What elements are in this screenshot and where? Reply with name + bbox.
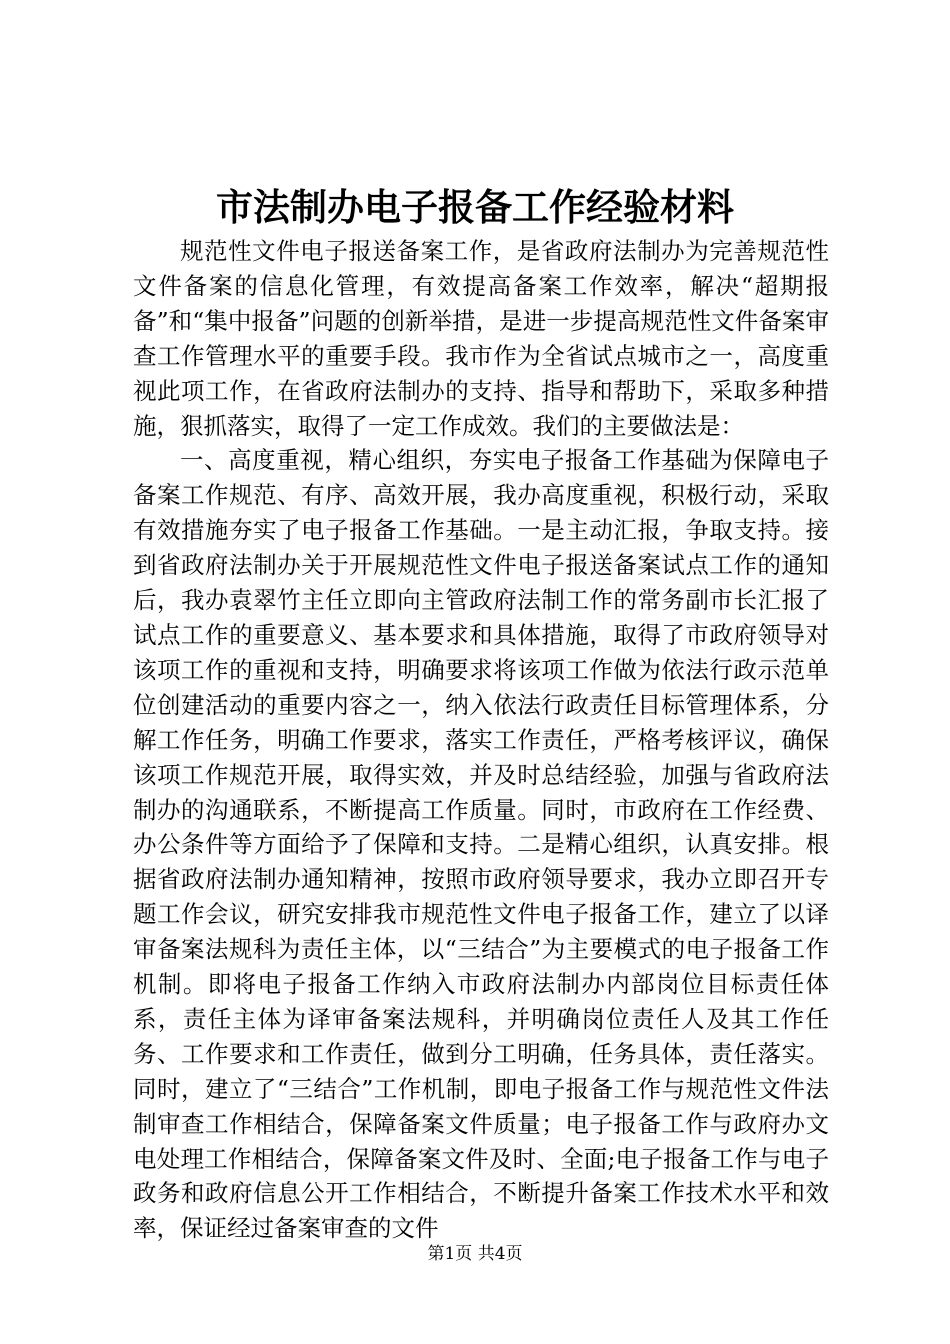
document-title: 市法制办电子报备工作经验材料	[216, 185, 734, 229]
document-body	[133, 234, 829, 1246]
paragraph-intro: 规范性文件电子报送备案工作，是省政府法制办为完善规范性文件备案的信息化管理，有效提高备案工作效率，解决“超期报备”和“集中报备”问题的创新举措，是进一步提高规范性文件备案审查工作管理水平的重要手段。我市作为全省试点城市之一，高度重视此项工作，在省政府法制办的支持、指导和帮助下，采取多种措施，狠抓落实，取得了一定工作成效。我们的主要做法是：	[133, 237, 829, 440]
page-footer: 第1页 共4页	[427, 1244, 523, 1264]
paragraph-section-one: 一、高度重视，精心组织，夯实电子报备工作基础为保障电子备案工作规范、有序、高效开展，我办高度重视，积极行动，采取有效措施夯实了电子报备工作基础。一是主动汇报，争取支持。接到省政府法制办关于开展规范性文件电子报送备案试点工作的通知后，我办袁翠竹主任立即向主管政府法制工作的常务副市长汇报了试点工作的重要意义、基本要求和具体措施，取得了市政府领导对该项工作的重视和支持，明确要求将该项工作做为依法行政示范单位创建活动的重要内容之一，纳入依法行政责任目标管理体系，分解工作任务，明确工作要求，落实工作责任，严格考核评议，确保该项工作规范开展，取得实效，并及时总结经验，加强与省政府法制办的沟通联系，不断提高工作质量。同时，市政府在工作经费、办公条件等方面给予了保障和支持。二是精心组织，认真安排。根据省政府法制办通知精神，按照市政府领导要求，我办立即召开专题工作会议，研究安排我市规范性文件电子报备工作，建立了以译审备案法规科为责任主体，以“三结合”为主要模式的电子报备工作机制。即将电子报备工作纳入市政府法制办内部岗位目标责任体系，责任主体为译审备案法规科，并明确岗位责任人及其工作任务、工作要求和工作责任，做到分工明确，任务具体，责任落实。同时，建立了“三结合”工作机制，即电子报备工作与规范性文件法制审查工作相结合，保障备案文件质量；电子报备工作与政府办文电处理工作相结合，保障备案文件及时、全面;电子报备工作与电子政务和政府信息公开工作相结合，不断提升备案工作技术水平和效率，保证经过备案审查的文件	[133, 446, 829, 1243]
